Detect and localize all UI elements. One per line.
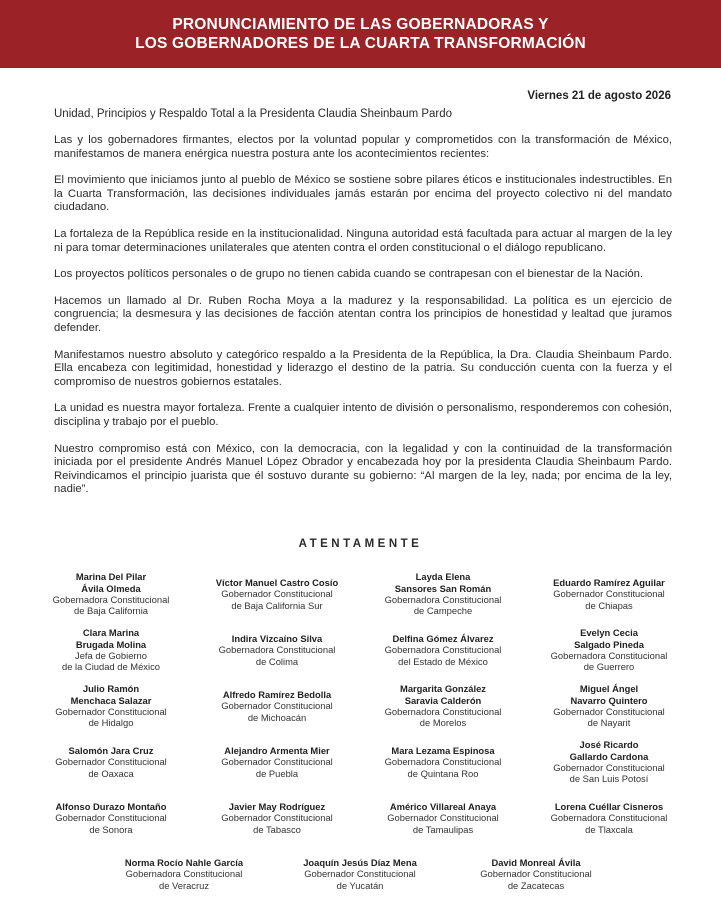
signatory — [360, 678, 526, 734]
paragraph-4: Los proyectos políticos personales o de grupo no tienen cabida cuando se contrapesan con el bienestar de la Nación. — [54, 268, 644, 281]
signatory-name: Julio Ramón Menchaca Salazar — [70, 683, 152, 706]
signatory-position: Gobernadora Constitucional de Morelos — [384, 706, 502, 729]
signatory — [194, 678, 360, 734]
signatory-name: Marina Del Pilar Ávila Olmeda — [75, 571, 147, 594]
signatory — [526, 622, 692, 678]
signatory-position: Gobernador Constitucional de Hidalgo — [55, 706, 167, 729]
paragraph-1: Las y los gobernadores firmantes, electos por la voluntad popular y comprometidos con la transformación de México, manifestamos de manera enérgica nuestra postura ante los acontecimientos recientes: — [54, 134, 672, 160]
signatory-position: Gobernadora Constitucional de Campeche — [384, 594, 502, 617]
signatory-row — [28, 734, 692, 790]
paragraph-3: La fortaleza de la República reside en la institucionalidad. Ninguna autoridad está facultada para actuar al margen de la ley ni para tomar determinaciones unilaterales que atenten contra el orden constitucional o el diálogo republicano. — [54, 227, 672, 254]
signatory — [194, 566, 360, 622]
signatory — [277, 846, 443, 902]
signatory-row — [28, 846, 692, 902]
signatory-name: Javier May Rodríguez — [228, 800, 326, 812]
signatory-name: Margarita González Saravia Calderón — [400, 683, 486, 706]
signatory-name: Lorena Cuéllar Cisneros — [554, 800, 664, 812]
signatory-name: Alfredo Ramírez Bedolla — [222, 688, 332, 700]
signatory-name: Mara Lezama Espinosa — [391, 744, 495, 756]
signatory-name: Víctor Manuel Castro Cosío — [215, 576, 339, 588]
signatory-position: Gobernadora Constitucional de Veracruz — [125, 868, 243, 891]
signatory-position: Gobernador Constitucional de Nayarit — [553, 706, 665, 729]
signatory — [453, 846, 619, 902]
signatory-name: David Monreal Ávila — [491, 856, 581, 868]
signatory-name: Eduardo Ramírez Aguilar — [553, 576, 665, 588]
signatory-position: Gobernador Constitucional de Sonora — [55, 812, 167, 835]
signatory — [194, 790, 360, 846]
signatory — [28, 790, 194, 846]
document-header — [0, 0, 721, 68]
signatory-name: Indira Vizcaíno Silva — [231, 632, 323, 644]
signatory-name: Américo Villareal Anaya — [389, 800, 497, 812]
signatory — [28, 622, 194, 678]
signatory — [194, 734, 360, 790]
signatory-position: Gobernadora Constitucional de Guerrero — [550, 650, 668, 673]
signatory — [526, 790, 692, 846]
signatory-position: Gobernadora Constitucional de Colima — [218, 644, 336, 667]
signatory — [28, 678, 194, 734]
signatory-position: Gobernadora Constitucional de Quintana Roo — [384, 756, 502, 779]
paragraph-7: La unidad es nuestra mayor fortaleza. Frente a cualquier intento de división o personalismo, responderemos con cohesión, disciplina y trabajo por el pueblo. — [54, 402, 672, 428]
closing-atentamente: ATENTAMENTE — [298, 538, 423, 550]
signatory-position: Gobernadora Constitucional de Baja California — [52, 594, 170, 617]
signatory-name: Alejandro Armenta Mier — [224, 744, 330, 756]
document-date: Viernes 21 de agosto 2026 — [527, 90, 671, 102]
paragraph-5: Hacemos un llamado al Dr. Ruben Rocha Moya a la madurez y la responsabilidad. La política es un ejercicio de congruencia; la desmesura y las decisiones de facción atentan contra los principios de honestidad y lealtad que juramos defender. — [54, 294, 672, 334]
signatory-position: Gobernadora Constitucional de Tlaxcala — [550, 812, 668, 835]
signatory-row — [28, 622, 692, 678]
signatory — [526, 566, 692, 622]
paragraph-8: Nuestro compromiso está con México, con la democracia, con la legalidad y con la continuidad de la transformación iniciada por el presidente Andrés Manuel López Obrador y encabezada hoy por la presidenta Claudia Sheinbaum Pardo. Reivindicamos el principio juarista que él sostuvo durante su gobierno: “Al margen de la ley, nada; por encima de la ley, nadie”. — [54, 442, 672, 496]
signatory-name: Layda Elena Sansores San Román — [394, 571, 492, 594]
document-body — [54, 107, 672, 510]
signatory-position: Gobernador Constitucional de Tabasco — [221, 812, 333, 835]
signatory-name: Evelyn Cecia Salgado Pineda — [574, 627, 644, 650]
signatory — [360, 566, 526, 622]
signatory-name: Joaquín Jesús Díaz Mena — [303, 856, 417, 868]
signatory-name: Salomón Jara Cruz — [68, 744, 154, 756]
header-title-line-1: PRONUNCIAMIENTO DE LAS GOBERNADORAS Y — [172, 16, 549, 33]
signatory-name: Delfina Gómez Álvarez — [392, 632, 494, 644]
signatory-position: Gobernador Constitucional de Tamaulipas — [387, 812, 499, 835]
signatory — [360, 790, 526, 846]
signatory-name: Clara Marina Brugada Molina — [75, 627, 147, 650]
signatory — [526, 678, 692, 734]
signatory — [526, 734, 692, 790]
signatory-position: Gobernador Constitucional de Yucatán — [304, 868, 416, 891]
signatory — [360, 734, 526, 790]
signatory-position: Gobernador Constitucional de San Luis Potosí — [553, 762, 665, 785]
signatory — [28, 734, 194, 790]
signatory — [101, 846, 267, 902]
signatory-row — [28, 566, 692, 622]
signatory-name: Alfonso Durazo Montaño — [55, 800, 167, 812]
signatory — [194, 622, 360, 678]
signatory — [28, 566, 194, 622]
signatory-name: Miguel Ángel Navarro Quintero — [570, 683, 648, 706]
signatory-name: Norma Rocío Nahle García — [124, 856, 244, 868]
header-title-line-2: LOS GOBERNADORES DE LA CUARTA TRANSFORMACIÓN — [135, 35, 586, 52]
signatory-position: Gobernador Constitucional de Zacatecas — [480, 868, 592, 891]
signatory-position: Gobernador Constitucional de Oaxaca — [55, 756, 167, 779]
signatory-position: Gobernador Constitucional de Puebla — [221, 756, 333, 779]
paragraph-6: Manifestamos nuestro absoluto y categórico respaldo a la Presidenta de la República, la Dra. Claudia Sheinbaum Pardo. Ella encabeza con legitimidad, honestidad y liderazgo el destino de la patria. Su conducción cuenta con la fuerza y el compromiso de nuestros gobiernos estatales. — [54, 348, 672, 388]
paragraph-2: El movimiento que iniciamos junto al pueblo de México se sostiene sobre pilares éticos e institucionales indestructibles. En la Cuarta Transformación, las decisiones individuales jamás estarán por encima del proyecto colectivo ni del mandato ciudadano. — [54, 174, 672, 214]
signatory-position: Gobernadora Constitucional del Estado de México — [384, 644, 502, 667]
signatory-row — [28, 678, 692, 734]
signatory — [360, 622, 526, 678]
signatory-row — [28, 790, 692, 846]
signatories-grid — [28, 566, 692, 902]
signatory-position: Gobernador Constitucional de Baja California Sur — [221, 588, 333, 611]
signatory-name: José Ricardo Gallardo Cardona — [569, 739, 649, 762]
document-subtitle: Unidad, Principios y Respaldo Total a la Presidenta Claudia Sheinbaum Pardo — [54, 108, 453, 120]
signatory-position: Jefa de Gobierno de la Ciudad de México — [62, 650, 160, 673]
signatory-position: Gobernador Constitucional de Michoacán — [221, 700, 333, 723]
signatory-position: Gobernador Constitucional de Chiapas — [553, 588, 665, 611]
